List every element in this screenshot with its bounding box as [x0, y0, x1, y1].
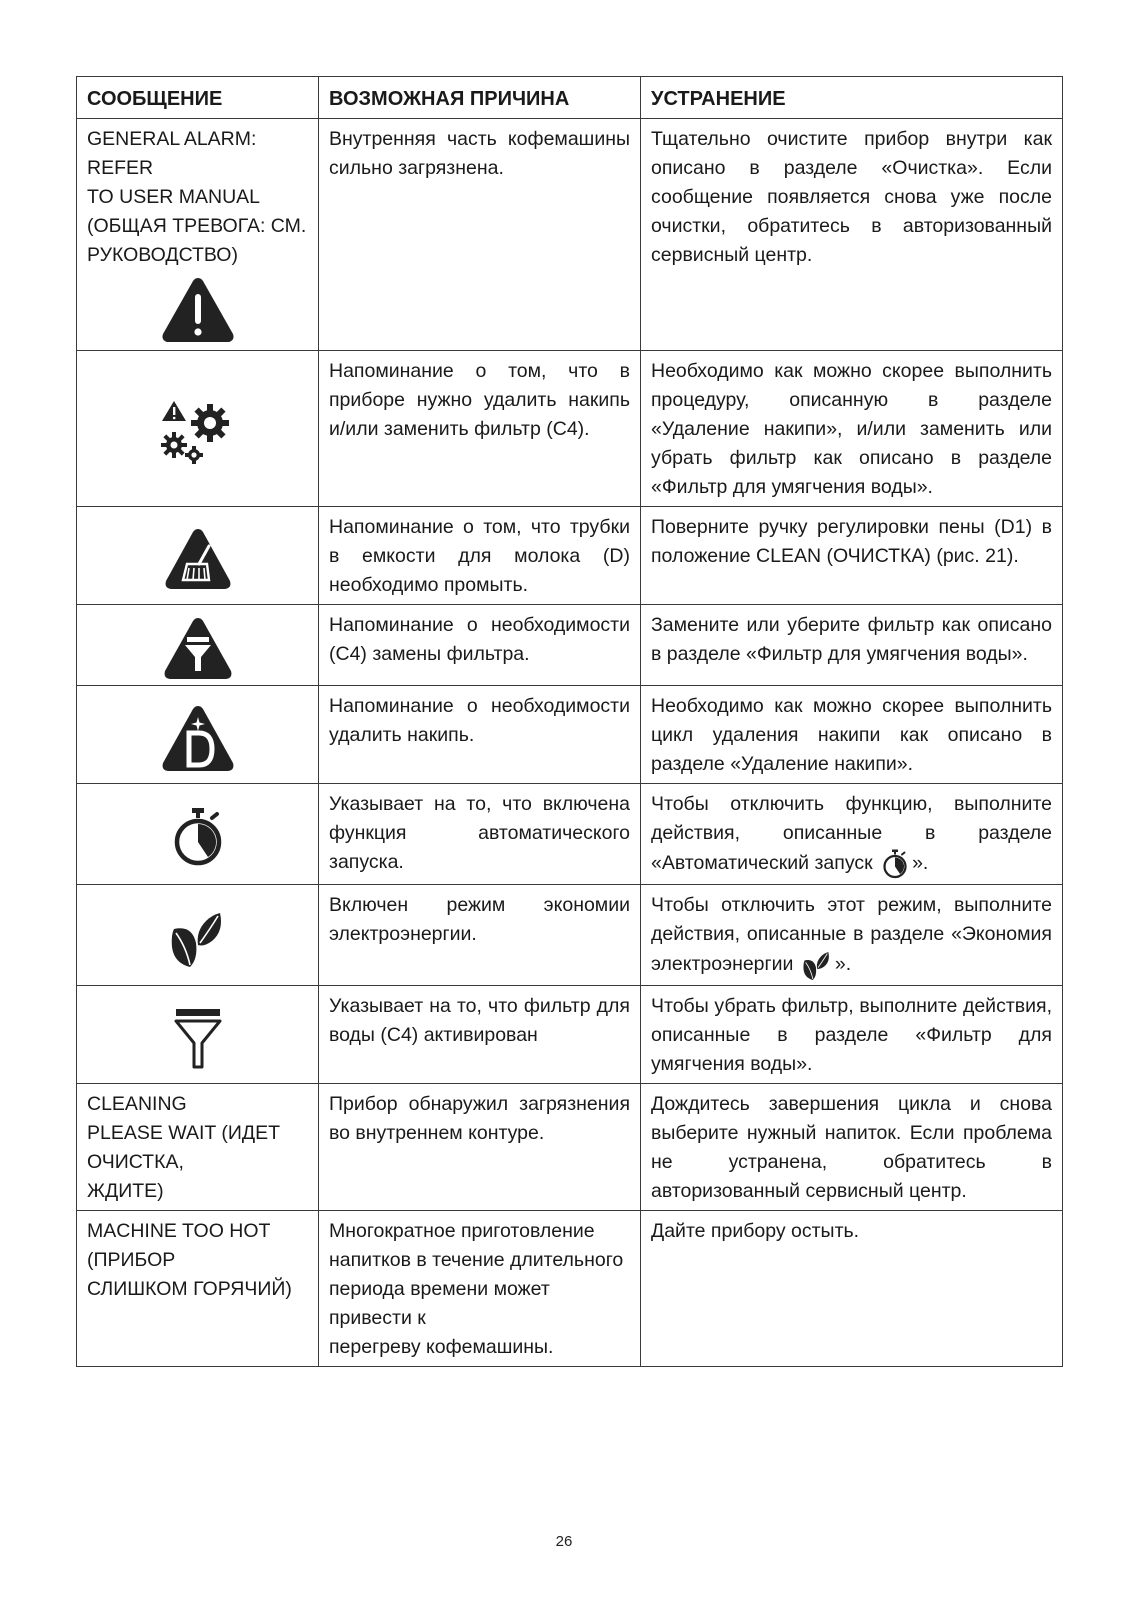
message-cell	[77, 119, 319, 351]
message-line: ЖДИТЕ)	[87, 1180, 164, 1202]
solution-cell: Необходимо как можно скорее выполнить процедуру, описанную в разделе «Удаление накипи», и/или заменить или убрать фильтр как описано в разделе «Фильтр для умягчения воды».	[641, 351, 1063, 507]
cause-cell: Внутренняя часть кофемашины сильно загрязнена.	[319, 119, 641, 351]
solution-cell: Необходимо как можно скорее выполнить цикл удаления накипи как описано в разделе «Удаление накипи».	[641, 686, 1063, 784]
solution-cell: Замените или уберите фильтр как описано в разделе «Фильтр для умягчения воды».	[641, 605, 1063, 686]
auto-start-timer-icon	[880, 848, 910, 880]
solution-text-end: ».	[834, 953, 852, 976]
milk-clean-brush-icon	[163, 526, 233, 592]
message-line: MACHINE TOO HOT (ПРИБОР	[87, 1220, 271, 1271]
message-line: РУКОВОДСТВО)	[87, 244, 238, 266]
table-row	[77, 1084, 1063, 1211]
cause-line: напитков в течение длительного	[329, 1249, 624, 1271]
message-cell	[77, 885, 319, 986]
solution-cell: Дождитесь завершения цикла и снова выберите нужный напиток. Если проблема не устранена, обратитесь в авторизованный сервисный центр.	[641, 1084, 1063, 1211]
solution-cell	[641, 784, 1063, 885]
cause-cell: Напоминание о необходимости удалить накипь.	[319, 686, 641, 784]
filter-replace-icon	[162, 615, 234, 681]
message-line: TO USER MANUAL	[87, 186, 261, 208]
table-row	[77, 605, 1063, 686]
message-cell	[77, 686, 319, 784]
message-line: (ОБЩАЯ ТРЕВОГА: СМ.	[87, 215, 307, 237]
cause-cell: Указывает на то, что включена функция автоматического запуска.	[319, 784, 641, 885]
cause-cell: Прибор обнаружил загрязнения во внутреннем контуре.	[319, 1084, 641, 1211]
cause-line: Многократное приготовление	[329, 1220, 595, 1242]
solution-text: Чтобы отключить функцию, выполните действия, описанные в разделе «Автоматический запуск	[651, 793, 1052, 875]
cause-cell: Указывает на то, что фильтр для воды (C4) активирован	[319, 986, 641, 1084]
message-cell	[77, 605, 319, 686]
message-cell	[77, 351, 319, 507]
gears-warning-icon	[158, 399, 238, 465]
message-cell	[77, 986, 319, 1084]
energy-saving-leaf-icon	[168, 907, 228, 969]
message-cell	[77, 784, 319, 885]
table-row	[77, 784, 1063, 885]
troubleshooting-table	[76, 76, 1063, 1367]
column-header-message: СООБЩЕНИЕ	[77, 77, 319, 119]
auto-start-timer-icon	[168, 806, 228, 868]
table-row	[77, 686, 1063, 784]
message-cell	[77, 1211, 319, 1367]
solution-cell: Тщательно очистите прибор внутри как описано в разделе «Очистка». Если сообщение появляется снова уже после очистки, обратитесь в авторизованный сервисный центр.	[641, 119, 1063, 351]
table-row	[77, 1211, 1063, 1367]
cause-line: перегреву кофемашины.	[329, 1336, 554, 1358]
message-line: CLEANING	[87, 1093, 187, 1115]
solution-cell: Дайте прибору остыть.	[641, 1211, 1063, 1367]
message-line: GENERAL ALARM: REFER	[87, 128, 257, 179]
cause-cell	[319, 1211, 641, 1367]
solution-cell: Поверните ручку регулировки пены (D1) в положение CLEAN (ОЧИСТКА) (рис. 21).	[641, 507, 1063, 605]
cause-cell: Напоминание о том, что в приборе нужно удалить накипь и/или заменить фильтр (C4).	[319, 351, 641, 507]
table-row	[77, 507, 1063, 605]
message-line: СЛИШКОМ ГОРЯЧИЙ)	[87, 1278, 292, 1300]
solution-cell: Чтобы убрать фильтр, выполните действия, описанные в разделе «Фильтр для умягчения воды».	[641, 986, 1063, 1084]
table-row	[77, 351, 1063, 507]
table-row	[77, 119, 1063, 351]
message-cell	[77, 1084, 319, 1211]
general-alarm-warning-icon	[160, 274, 236, 346]
table-header-row	[77, 77, 1063, 119]
solution-text: Чтобы отключить этот режим, выполните действия, описанные в разделе «Экономия электроэнергии	[651, 894, 1052, 976]
descale-icon	[160, 703, 236, 773]
message-line: PLEASE WAIT (ИДЕТ ОЧИСТКА,	[87, 1122, 281, 1173]
energy-saving-leaf-icon	[801, 949, 833, 981]
table-row	[77, 986, 1063, 1084]
solution-text-end: ».	[912, 852, 929, 875]
column-header-solution: УСТРАНЕНИЕ	[641, 77, 1063, 119]
cause-cell: Напоминание о необходимости (C4) замены фильтра.	[319, 605, 641, 686]
cause-cell: Включен режим экономии электроэнергии.	[319, 885, 641, 986]
column-header-cause: ВОЗМОЖНАЯ ПРИЧИНА	[319, 77, 641, 119]
cause-line: периода времени может привести к	[329, 1278, 550, 1329]
solution-cell	[641, 885, 1063, 986]
cause-cell: Напоминание о том, что трубки в емкости для молока (D) необходимо промыть.	[319, 507, 641, 605]
water-filter-active-icon	[170, 1005, 226, 1071]
table-row	[77, 885, 1063, 986]
page-number: 26	[555, 1533, 573, 1550]
message-cell	[77, 507, 319, 605]
